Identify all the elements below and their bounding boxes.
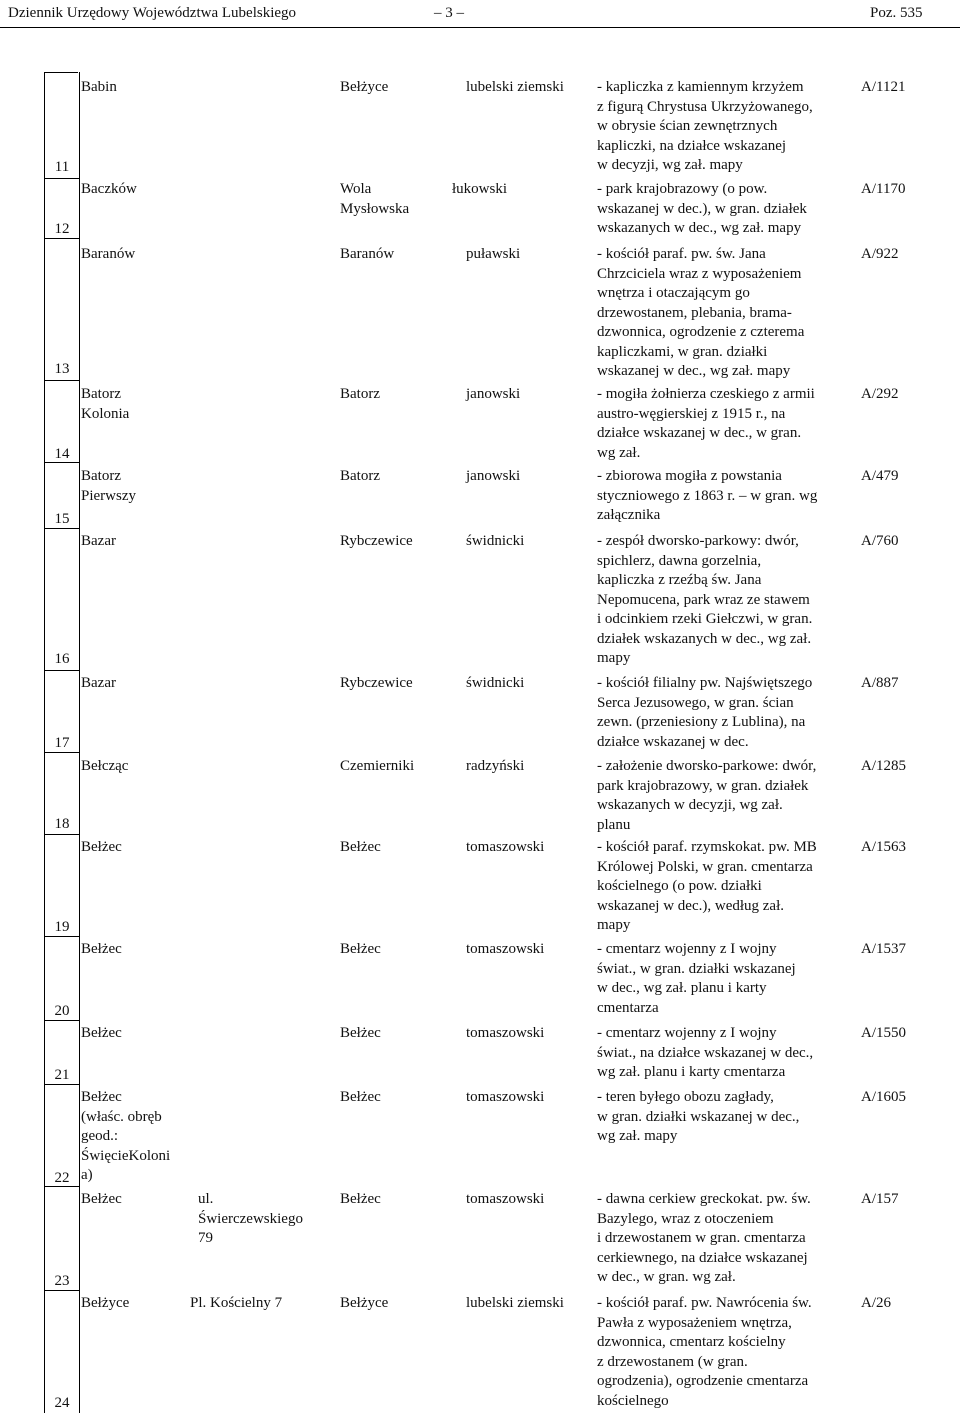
locality-name: Bazar: [81, 533, 116, 549]
object-description: - cmentarz wojenny z I wojny: [597, 941, 777, 957]
locality-name: Bełżec: [81, 1025, 122, 1041]
object-description: - kościół paraf. pw. Nawrócenia św.: [597, 1295, 812, 1311]
row-number: 14: [54, 446, 70, 462]
object-description: w gran. działki wskazanej w dec.,: [597, 1108, 800, 1125]
county-name: tomaszowski: [466, 839, 545, 855]
row-number: 13: [54, 361, 70, 377]
row-separator: [45, 752, 79, 753]
locality-name: Bełżyce: [81, 1295, 130, 1311]
object-description: Chrzciciela wraz z wyposażeniem: [597, 265, 802, 282]
page-header: [0, 0, 960, 30]
row-number: 19: [54, 919, 70, 935]
register-number: A/1121: [861, 79, 906, 95]
object-description: z drzewostanem (w gran.: [597, 1353, 748, 1370]
register-number: A/1550: [861, 1025, 906, 1041]
county-name: lubelski ziemski: [466, 79, 564, 95]
object-description: kapliczki, na działce wskazanej: [597, 137, 787, 154]
register-number: A/922: [861, 246, 899, 262]
row-number: 18: [54, 816, 70, 832]
county-name: tomaszowski: [466, 1089, 545, 1105]
object-description: - cmentarz wojenny z I wojny: [597, 1025, 777, 1041]
object-description: - kościół paraf. rzymskokat. pw. MB: [597, 839, 817, 855]
row-number: 23: [54, 1273, 70, 1289]
object-description: - zespół dworsko-parkowy: dwór,: [597, 533, 799, 549]
row-separator: [45, 670, 79, 671]
object-description: wg zał.: [597, 444, 641, 461]
header-rule: [0, 27, 960, 28]
row-number: 12: [54, 221, 70, 237]
row-separator: [45, 936, 79, 937]
object-description: w obrysie ścian zewnętrznych: [597, 118, 778, 134]
object-description: kościelnego (o pow. działki: [597, 878, 762, 894]
locality-name: Baczków: [81, 181, 137, 197]
object-description: spichlerz, dawna gorzelnia,: [597, 552, 762, 569]
object-description: wg zał. planu i karty cmentarza: [597, 1064, 786, 1080]
object-description: działek wskazanych w dec., wg zał.: [597, 630, 812, 647]
register-number: A/479: [861, 468, 899, 484]
row-number: 11: [54, 159, 70, 175]
county-name: janowski: [466, 468, 521, 484]
journal-title: Dziennik Urzędowy Województwa Lubelskiego: [8, 5, 297, 21]
object-description: w decyzji, wg zał. mapy: [597, 157, 743, 173]
object-description: kapliczkami, w gran. działki: [597, 343, 768, 360]
county-name: puławski: [466, 246, 521, 262]
row-separator: [45, 238, 79, 239]
object-description: cmentarza: [597, 999, 659, 1016]
register-number: A/1537: [861, 941, 906, 957]
commune-name: Bełżec: [340, 941, 381, 957]
register-number: A/760: [861, 533, 899, 549]
object-description: - kapliczka z kamiennym krzyżem: [597, 79, 804, 95]
object-description: Pawła z wyposażeniem wnętrza,: [597, 1314, 792, 1331]
object-description: mapy: [597, 917, 631, 933]
object-description: działce wskazanej w dec.: [597, 733, 749, 750]
object-description: wskazanych w dec., wg zał. mapy: [597, 220, 802, 236]
row-separator: [45, 1084, 79, 1085]
row-separator: [45, 380, 79, 381]
locality-name: Babin: [81, 79, 117, 95]
county-name: tomaszowski: [466, 941, 545, 957]
object-description: wnętrza i otaczającym go: [597, 285, 750, 301]
object-description: Królowej Polski, w gran. cmentarza: [597, 858, 813, 875]
address: 79: [198, 1230, 213, 1246]
locality-name: Baranów: [81, 246, 136, 262]
locality-name: Bełżec: [81, 1191, 122, 1207]
row-number: 24: [54, 1395, 70, 1411]
address: Wola: [340, 181, 372, 197]
object-description: Nepomucena, park wraz ze stawem: [597, 591, 810, 608]
address: Mysłowska: [340, 200, 410, 217]
object-description: ogrodzenia), ogrodzenie cmentarza: [597, 1373, 809, 1389]
object-description: kapliczka z rzeźbą św. Jana: [597, 572, 762, 588]
commune-name: Rybczewice: [340, 533, 413, 549]
object-description: dzwonnica, ogrodzenie z czterema: [597, 324, 805, 340]
object-description: styczniowego z 1863 r. – w gran. wg: [597, 487, 818, 504]
row-separator: [45, 834, 79, 835]
object-description: i odcinkiem rzeki Giełczwi, w gran.: [597, 611, 813, 627]
commune-name: Bełżec: [340, 1025, 381, 1041]
object-description: z figurą Chrystusa Ukrzyżowanego,: [597, 98, 813, 115]
register-number: A/157: [861, 1191, 899, 1207]
object-description: świat., w gran. działki wskazanej: [597, 960, 796, 977]
object-description: świat., na działce wskazanej w dec.,: [597, 1044, 814, 1061]
row-number: 15: [54, 511, 70, 527]
commune-name: Rybczewice: [340, 675, 413, 691]
object-description: wg zał. mapy: [597, 1128, 678, 1144]
commune-name: Czemierniki: [340, 758, 415, 774]
object-description: cerkiewnego, na działce wskazanej: [597, 1249, 808, 1266]
locality-name: geod.:: [81, 1128, 119, 1144]
object-description: drzewostanem, plebania, brama-: [597, 304, 792, 321]
object-description: wskazanej w dec., wg zał. mapy: [597, 363, 791, 379]
locality-name: Pierwszy: [81, 487, 136, 504]
commune-name: Baranów: [340, 246, 395, 262]
object-description: park krajobrazowy, w gran. działek: [597, 777, 809, 794]
object-description: - zbiorowa mogiła z powstania: [597, 468, 782, 484]
county-name: tomaszowski: [466, 1191, 545, 1207]
object-description: - dawna cerkiew greckokat. pw. św.: [597, 1191, 811, 1207]
row-separator: [45, 528, 79, 529]
locality-name: Batorz: [81, 468, 121, 484]
row-separator: [45, 1186, 79, 1187]
row-separator: [45, 1290, 79, 1291]
object-description: zewn. (przeniesiony z Lublina), na: [597, 714, 806, 730]
object-description: załącznika: [597, 507, 661, 523]
object-description: - kościół filialny pw. Najświętszego: [597, 675, 813, 691]
commune-name: Bełżyce: [340, 1295, 389, 1311]
county-name: łukowski: [452, 181, 508, 197]
row-separator: [45, 178, 79, 179]
locality-name: Bazar: [81, 675, 116, 691]
object-description: wskazanej w dec.), w gran. działek: [597, 200, 807, 217]
row-number: 17: [54, 735, 70, 751]
object-description: mapy: [597, 650, 631, 666]
address: ul.: [198, 1191, 214, 1207]
locality-name: Bełżec: [81, 1089, 122, 1105]
locality-name: Batorz: [81, 386, 121, 402]
object-description: - kościół paraf. pw. św. Jana: [597, 246, 766, 262]
object-description: planu: [597, 816, 631, 833]
locality-name: Bełżec: [81, 839, 122, 855]
object-description: - park krajobrazowy (o pow.: [597, 181, 768, 197]
row-separator: [45, 1020, 79, 1021]
register-number: A/1285: [861, 758, 906, 774]
address: Pl. Kościelny 7: [190, 1295, 283, 1311]
locality-name: Bełcząc: [81, 758, 129, 774]
page-number: – 3 –: [434, 5, 464, 21]
row-number: 21: [54, 1067, 70, 1083]
locality-name: Kolonia: [81, 405, 130, 422]
locality-name: Bełżec: [81, 941, 122, 957]
object-description: wskazanej w dec.), według zał.: [597, 897, 785, 914]
commune-name: Bełżyce: [340, 79, 389, 95]
county-name: świdnicki: [466, 675, 525, 691]
object-description: w dec., wg zał. planu i karty: [597, 980, 767, 996]
row-number-column: [44, 72, 80, 1413]
object-description: wskazanych w decyzji, wg zał.: [597, 797, 783, 813]
object-description: Serca Jezusowego, w gran. ścian: [597, 694, 794, 711]
county-name: świdnicki: [466, 533, 525, 549]
object-description: w dec., w gran. wg zał.: [597, 1269, 736, 1285]
register-number: A/26: [861, 1295, 891, 1311]
object-description: austro-węgierskiej z 1915 r., na: [597, 405, 786, 422]
county-name: tomaszowski: [466, 1025, 545, 1041]
object-description: i drzewostanem w gran. cmentarza: [597, 1230, 806, 1246]
object-description: - założenie dworsko-parkowe: dwór,: [597, 758, 817, 774]
county-name: lubelski ziemski: [466, 1295, 564, 1311]
commune-name: Batorz: [340, 468, 380, 484]
register-number: A/292: [861, 386, 899, 402]
register-number: A/887: [861, 675, 899, 691]
row-separator: [45, 462, 79, 463]
object-description: działce wskazanej w dec., w gran.: [597, 425, 802, 441]
row-number: 20: [54, 1003, 70, 1019]
commune-name: Bełżec: [340, 1089, 381, 1105]
commune-name: Bełżec: [340, 839, 381, 855]
register-number: A/1605: [861, 1089, 906, 1105]
object-description: Bazylego, wraz z otoczeniem: [597, 1210, 774, 1227]
row-number: 16: [54, 651, 70, 667]
register-number: A/1170: [861, 181, 906, 197]
commune-name: Bełżec: [340, 1191, 381, 1207]
object-description: - mogiła żołnierza czeskiego z armii: [597, 386, 815, 402]
object-description: dzwonnica, cmentarz kościelny: [597, 1334, 786, 1350]
register-number: A/1563: [861, 839, 906, 855]
locality-name: a): [81, 1167, 93, 1183]
object-description: - teren byłego obozu zagłady,: [597, 1089, 774, 1105]
county-name: janowski: [466, 386, 521, 402]
locality-name: ŚwięcieKoloni: [81, 1147, 171, 1164]
county-name: radzyński: [466, 758, 525, 774]
locality-name: (właśc. obręb: [81, 1108, 162, 1125]
address: Świerczewskiego: [198, 1210, 303, 1227]
object-description: kościelnego: [597, 1392, 669, 1409]
commune-name: Batorz: [340, 386, 380, 402]
position-number: Poz. 535: [870, 5, 923, 21]
row-number: 22: [54, 1170, 70, 1186]
